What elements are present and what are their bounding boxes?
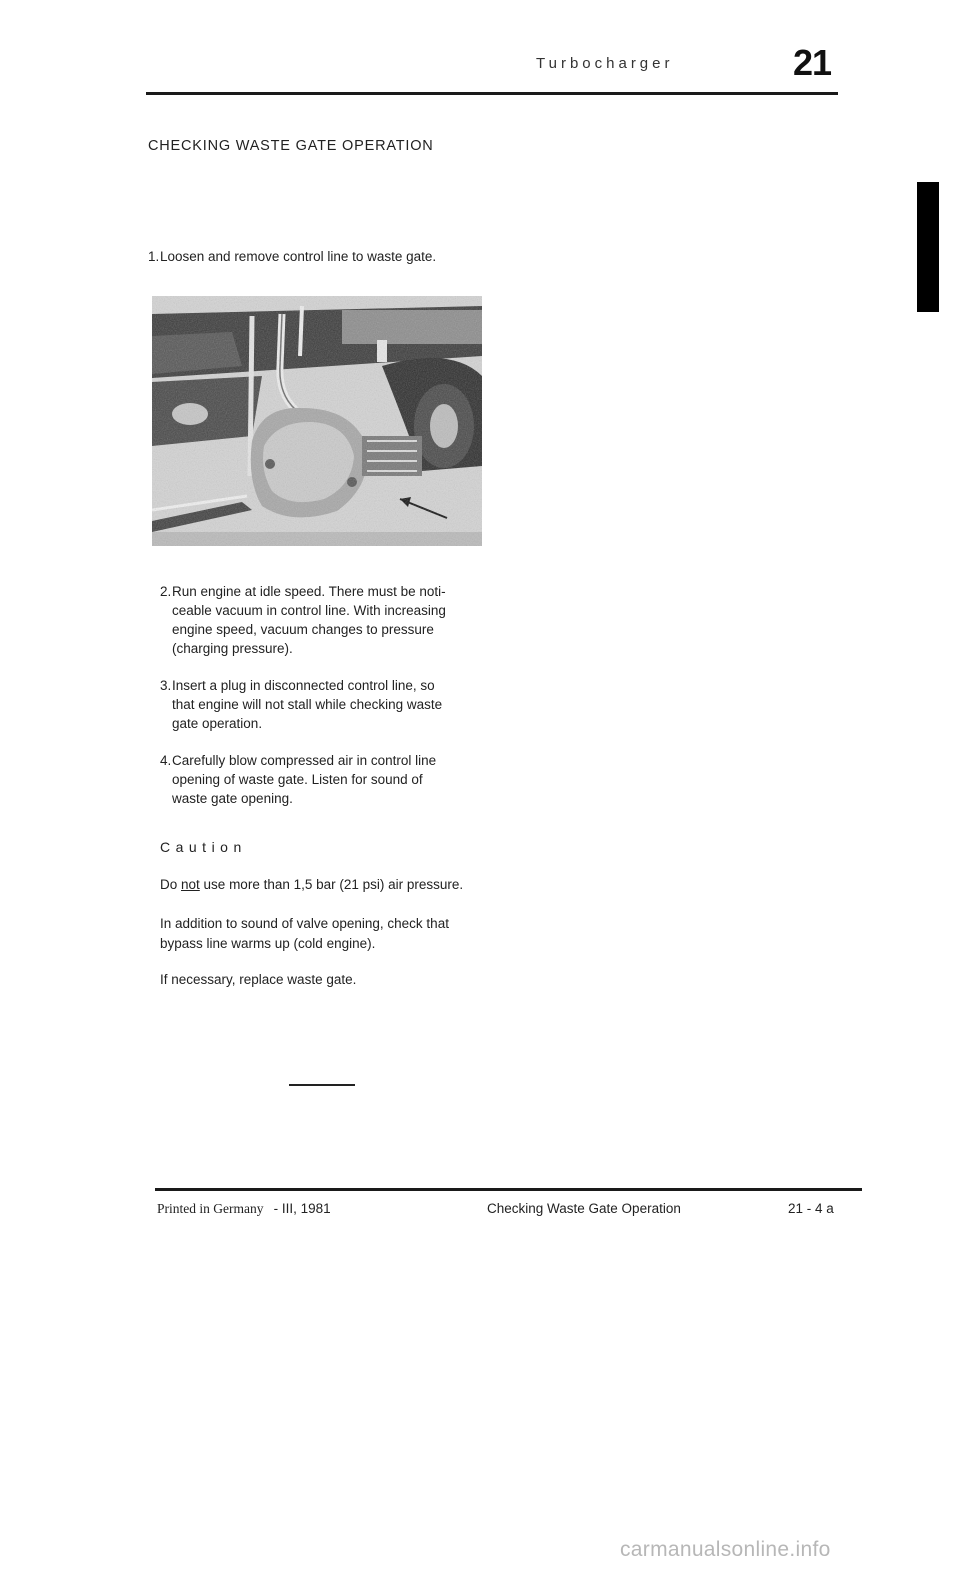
emphasis-not: not [181,877,200,892]
step-2 [160,582,446,658]
caution-label: Caution [160,839,247,855]
step-number: 2. [160,584,172,599]
step-number: 1. [148,249,160,264]
step-3 [160,676,442,733]
step-line: Carefully blow compressed air in control line [172,753,437,768]
step-text: Loosen and remove control line to waste gate. [160,249,437,264]
step-line: waste gate opening. [172,791,293,806]
footer-rule [155,1188,862,1191]
step-line: Run engine at idle speed. There must be noti- [172,584,446,599]
step-line: engine speed, vacuum changes to pressure [172,622,434,637]
footer-printed: Printed in Germany - III, 1981 [157,1201,331,1216]
step-line: ceable vacuum in control line. With increasing [172,603,446,618]
step-line: that engine will not stall while checking waste [172,697,443,712]
step-4 [160,751,436,808]
section-title: Turbocharger [536,55,674,72]
page-title: CHECKING WASTE GATE OPERATION [148,138,434,154]
section-number: 21 [793,42,832,83]
footer-title: Checking Waste Gate Operation [487,1201,681,1216]
step-1 [148,247,436,266]
step-line: (charging pressure). [172,641,293,656]
waste-gate-photo [152,296,482,546]
watermark: carmanualsonline.info [620,1538,831,1561]
end-rule [289,1084,355,1086]
replace-note: If necessary, replace waste gate. [160,972,357,987]
step-line: opening of waste gate. Listen for sound of [172,772,423,787]
page-number: 21 - 4 a [788,1201,834,1216]
step-line: Insert a plug in disconnected control line, so [172,678,435,693]
caution-paragraph: In addition to sound of valve opening, check that bypass line warms up (cold engine). [160,916,449,951]
step-number: 4. [160,753,172,768]
step-number: 3. [160,678,172,693]
section-thumb-tab [917,182,939,312]
header-rule [146,92,838,95]
caution-warning: Do not use more than 1,5 bar (21 psi) air pressure. [160,877,464,892]
step-line: gate operation. [172,716,263,731]
